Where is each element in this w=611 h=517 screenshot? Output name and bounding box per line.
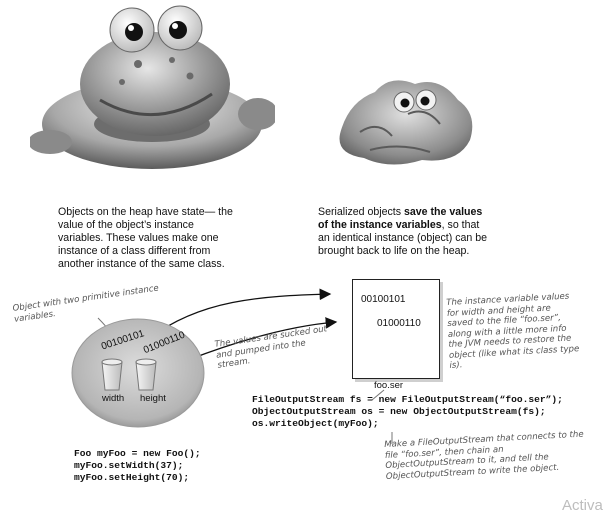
circle-bits-1: 00100101 xyxy=(100,328,146,353)
file-bits-2: 01000110 xyxy=(377,318,421,329)
code-line: myFoo.setWidth(37); xyxy=(74,460,184,471)
file-name-label: foo.ser xyxy=(374,380,404,391)
saved-values-note: The instance variable values for width and height are saved to the file “foo.ser”, along with a little more info the JVM needs to restore the object (like what its class type is). xyxy=(446,291,580,371)
code-line: Foo myFoo = new Foo(); xyxy=(74,448,201,459)
width-label: width xyxy=(102,393,125,404)
file-bits-1: 00100101 xyxy=(361,294,406,305)
circle-bits-2: 01000110 xyxy=(142,329,187,357)
code-line: ObjectOutputStream os = new ObjectOutputStream(fs); xyxy=(252,406,546,417)
stream-code-block xyxy=(252,394,563,430)
heap-object-caption: Objects on the heap have state— the value of the object’s instance variables. These values make one instance of a class different from another instance of the same class. xyxy=(58,206,233,270)
foo-code-block xyxy=(74,448,201,484)
height-label: height xyxy=(140,393,166,404)
values-sucked-note: The values are sucked out and pumped into the stream. xyxy=(214,324,328,371)
foo-ser-file xyxy=(352,279,440,379)
make-stream-note: Make a FileOutputStream that connects to the file “foo.ser”, then chain an ObjectOutputStream to it, and tell the ObjectOutputStream to write the object. xyxy=(384,429,584,482)
width-cup-icon xyxy=(102,362,122,390)
serialized-caption-bold: save the values of the instance variables xyxy=(318,206,483,231)
serialized-caption-post: , so that an identical instance (object) can be brought back to life on the heap. xyxy=(318,219,488,257)
activation-watermark: Activa xyxy=(562,497,603,514)
code-line: os.writeObject(myFoo); xyxy=(252,418,379,429)
object-label-note: Object with two primitive instance variables. xyxy=(12,283,160,325)
code-line: myFoo.setHeight(70); xyxy=(74,472,190,483)
serialized-caption-pre: Serialized objects xyxy=(318,206,404,218)
height-cup-icon xyxy=(136,362,156,390)
code-line: FileOutputStream fs = new FileOutputStream(“foo.ser”); xyxy=(252,394,563,405)
